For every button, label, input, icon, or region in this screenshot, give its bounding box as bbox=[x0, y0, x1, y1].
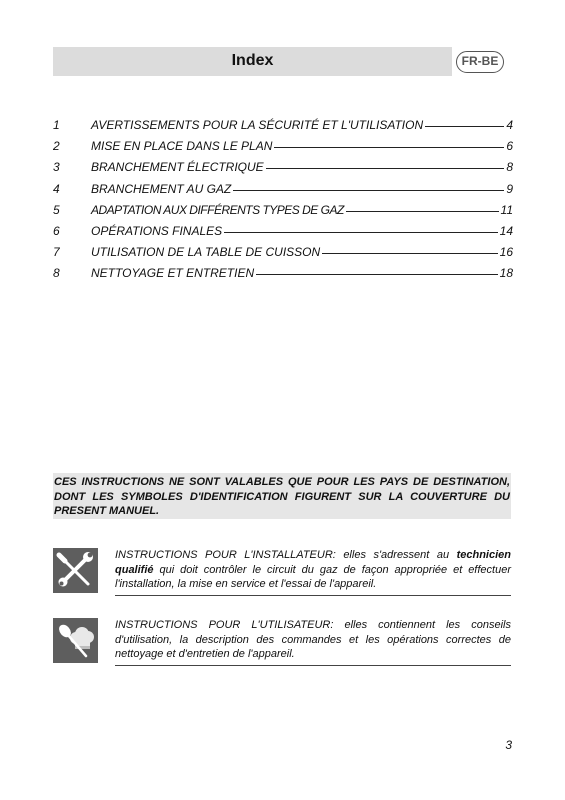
toc-number: 7 bbox=[53, 245, 60, 260]
toc-entry-3[interactable] bbox=[53, 160, 513, 181]
page-title: Index bbox=[231, 52, 274, 69]
toc-number: 8 bbox=[53, 266, 60, 281]
language-badge: FR-BE bbox=[456, 51, 504, 73]
chef-spoon-icon bbox=[53, 618, 98, 663]
header-bar bbox=[53, 47, 452, 76]
toc-leader-line bbox=[274, 147, 504, 148]
toc-leader-line bbox=[233, 190, 504, 191]
toc-title: MISE EN PLACE DANS LE PLAN bbox=[91, 139, 273, 154]
toc-title: BRANCHEMENT ÉLECTRIQUE bbox=[91, 160, 264, 175]
toc-leader-line bbox=[266, 168, 505, 169]
toc-entry-7[interactable] bbox=[53, 245, 513, 266]
toc-number: 1 bbox=[53, 118, 60, 132]
toc-number: 2 bbox=[53, 139, 60, 154]
toc-leader-line bbox=[425, 126, 504, 127]
toc-page: 18 bbox=[499, 266, 513, 281]
toc-number: 4 bbox=[53, 181, 60, 196]
toc-title: UTILISATION DE LA TABLE DE CUISSON bbox=[91, 245, 321, 260]
toc-page: 11 bbox=[500, 202, 513, 217]
tools-icon bbox=[53, 548, 98, 593]
toc-page: 9 bbox=[506, 181, 513, 196]
toc-entry-2[interactable] bbox=[53, 139, 513, 160]
user-text: INSTRUCTIONS POUR L'UTILISATEUR: elles contiennent les conseils d'utilisation, la description des commandes et les opérations correctes de nettoyage et d'entretien de l'appareil. bbox=[115, 618, 511, 666]
toc-entry-8[interactable] bbox=[53, 266, 513, 287]
toc-title: OPÉRATIONS FINALES bbox=[91, 223, 223, 238]
toc-entry-5[interactable] bbox=[53, 203, 513, 224]
toc-leader-line bbox=[256, 274, 498, 275]
toc-title: AVERTISSEMENTS POUR LA SÉCURITÉ ET L'UTILISATION bbox=[91, 118, 424, 132]
toc-entry-1[interactable] bbox=[53, 118, 513, 139]
toc-leader-line bbox=[224, 232, 498, 233]
toc-entry-4[interactable] bbox=[53, 182, 513, 203]
table-of-contents bbox=[53, 118, 513, 288]
toc-number: 6 bbox=[53, 223, 60, 238]
toc-title: NETTOYAGE ET ENTRETIEN bbox=[91, 266, 255, 281]
toc-leader-line bbox=[346, 211, 499, 212]
installer-text-prefix: INSTRUCTIONS POUR L'INSTALLATEUR: elles s'adressent au bbox=[115, 549, 450, 561]
installer-text bbox=[115, 548, 511, 596]
toc-page: 14 bbox=[499, 223, 513, 238]
toc-page: 6 bbox=[506, 139, 513, 154]
installer-text-emphasis: technicien qualifié bbox=[115, 549, 511, 576]
toc-page: 16 bbox=[499, 245, 513, 260]
toc-number: 3 bbox=[53, 160, 60, 175]
toc-title: ADAPTATION AUX DIFFÉRENTS TYPES DE GAZ bbox=[91, 202, 344, 217]
toc-title: BRANCHEMENT AU GAZ bbox=[91, 181, 232, 196]
toc-page: 4 bbox=[506, 118, 513, 132]
toc-leader-line bbox=[322, 253, 497, 254]
toc-number: 5 bbox=[53, 202, 60, 217]
installer-text-suffix: qui doit contrôler le circuit du gaz de façon appropriée et effectuer l'installation, la mise en service et l'essai de l'appareil. bbox=[115, 563, 511, 590]
validity-notice: CES INSTRUCTIONS NE SONT VALABLES QUE POUR LES PAYS DE DESTINATION, DONT LES SYMBOLES D'IDENTIFICATION FIGURENT SUR LA COUVERTURE DU PRESENT MANUEL. bbox=[53, 473, 511, 519]
page-number: 3 bbox=[505, 738, 512, 752]
toc-entry-6[interactable] bbox=[53, 224, 513, 245]
toc-page: 8 bbox=[506, 160, 513, 175]
